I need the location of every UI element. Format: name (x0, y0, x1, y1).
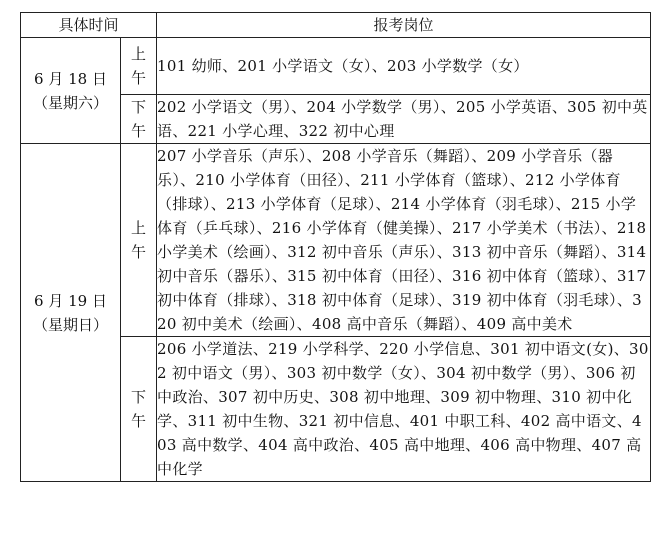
day2-morning-positions: 207 小学音乐（声乐）、208 小学音乐（舞蹈）、209 小学音乐（器乐）、210 小学体育（田径）、211 小学体育（篮球）、212 小学体育（排球）、213 小学体育（足球）、214 小学体育（羽毛球）、215 小学体育（乒乓球）、216 小学体育（健美操）、217 小学美术（书法）、218 小学美术（绘画）、312 初中音乐（声乐）、313 初中音乐（舞蹈）、314 初中音乐（器乐）、315 初中体育（田径）、316 初中体育（篮球）、317 初中体育（排球）、318 初中体育（足球）、319 初中体育（羽毛球）、320 初中美术（绘画）、408 高中音乐（舞蹈）、409 高中美术 (157, 144, 651, 337)
header-positions: 报考岗位 (157, 13, 651, 38)
day1-morning-positions: 101 幼师、201 小学语文（女）、203 小学数学（女） (157, 38, 651, 95)
day2-weekday: （星期日） (32, 315, 108, 334)
day1-morning-label-1: 上 (131, 45, 147, 63)
day1-afternoon-positions: 202 小学语文（男）、204 小学数学（男）、205 小学英语、305 初中英语、221 小学心理、322 初中心理 (157, 95, 651, 144)
day2-morning-label-1: 上 (131, 219, 147, 237)
day2-afternoon-label-2: 午 (131, 412, 147, 430)
header-time: 具体时间 (21, 13, 157, 38)
day1-afternoon-label (121, 95, 157, 144)
day2-date: 6 月 19 日 (34, 291, 107, 310)
day2-afternoon-positions: 206 小学道法、219 小学科学、220 小学信息、301 初中语文(女)、302 初中语文（男）、303 初中数学（女）、304 初中数学（男）、306 初中政治、307 初中历史、308 初中地理、309 初中物理、310 初中化学、311 初中生物、321 初中信息、401 中职工科、402 高中语文、403 高中数学、404 高中政治、405 高中地理、406 高中物理、407 高中化学 (157, 337, 651, 482)
day1-afternoon-label-1: 下 (131, 98, 147, 116)
day2-afternoon-label (121, 337, 157, 482)
day1-morning-label (121, 38, 157, 95)
table-row (21, 38, 651, 95)
day1-afternoon-label-2: 午 (131, 122, 147, 140)
day1-date: 6 月 18 日 (34, 69, 107, 88)
table-header-row (21, 13, 651, 38)
day2-morning-label-2: 午 (131, 243, 147, 261)
day2-morning-label (121, 144, 157, 337)
day1-weekday: （星期六） (32, 93, 108, 112)
day2-afternoon-label-1: 下 (131, 388, 147, 406)
day1-morning-label-2: 午 (131, 69, 147, 87)
day1-date-cell (21, 38, 121, 144)
exam-schedule-table (20, 12, 651, 482)
table-row (21, 144, 651, 337)
day2-date-cell (21, 144, 121, 482)
